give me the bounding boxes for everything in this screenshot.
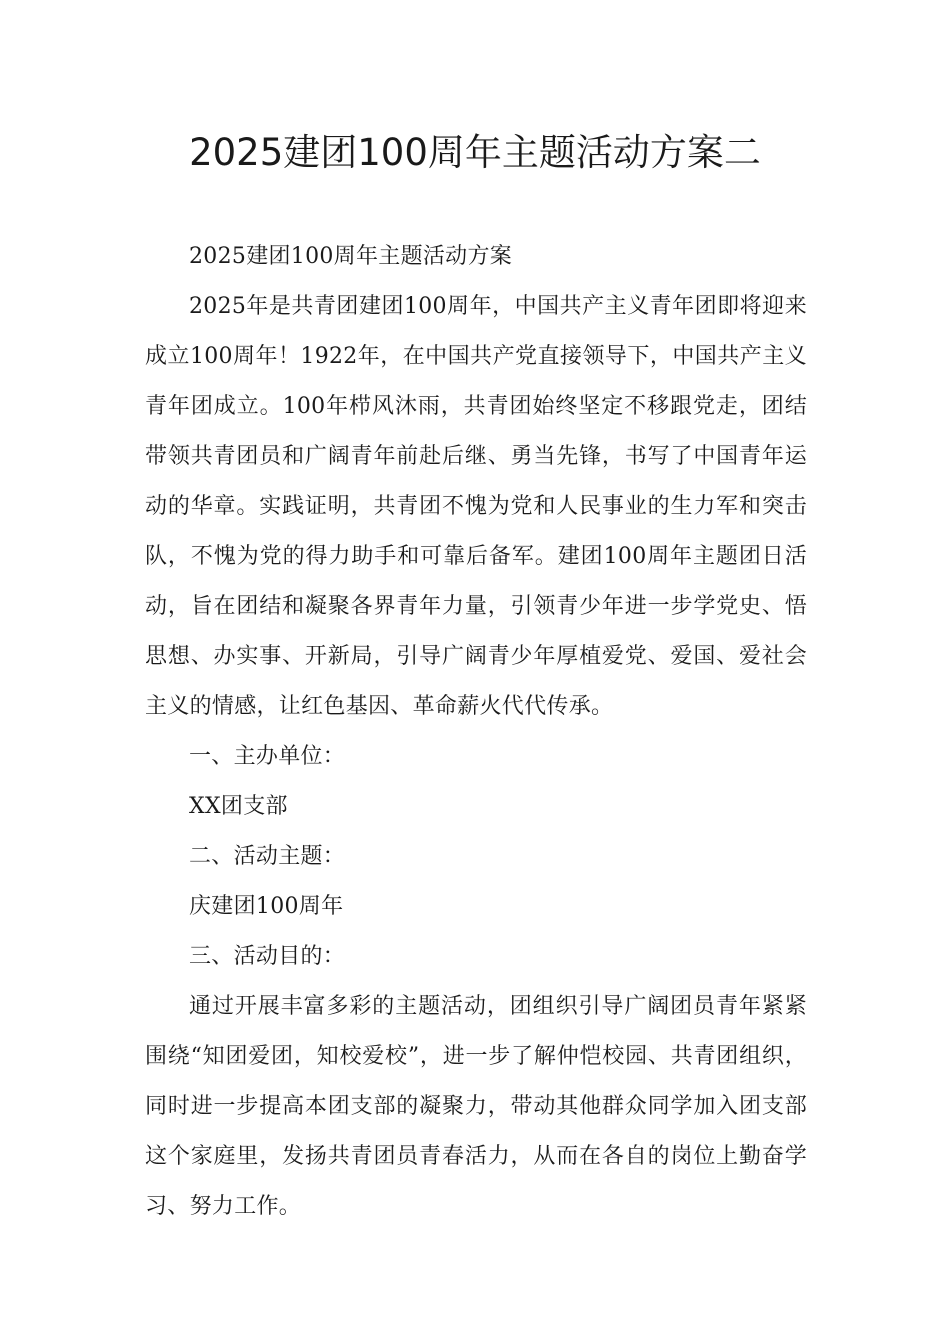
document-title: 2025建团100周年主题活动方案二 [189, 131, 761, 174]
paragraph-purpose: 通过开展丰富多彩的主题活动，团组织引导广阔团员青年紧紧围绕“知团爱团，知校爱校”，进一步了解仲恺校园、共青团组织，同时进一步提高本团支部的凝聚力，带动其他群众同学加入团支部这个家庭里，发扬共青团员青春活力，从而在各自的岗位上勤奋学习、努力工作。 [145, 994, 807, 1219]
section-heading-purpose: 三、活动目的： [189, 944, 346, 969]
theme-value: 庆建团100周年 [189, 894, 344, 919]
document-body [145, 232, 807, 1232]
organizer-value: XX团支部 [189, 794, 288, 819]
paragraph-subtitle: 2025建团100周年主题活动方案 [189, 244, 513, 269]
section-heading-organizer: 一、主办单位： [189, 744, 346, 769]
paragraph-intro: 2025年是共青团建团100周年，中国共产主义青年团即将迎来成立100周年！1922年，在中国共产党直接领导下，中国共产主义青年团成立。100年栉风沐雨，共青团始终坚定不移跟党走，团结带领共青团员和广阔青年前赴后继、勇当先锋，书写了中国青年运动的华章。实践证明，共青团不愧为党和人民事业的生力军和突击队，不愧为党的得力助手和可靠后备军。建团100周年主题团日活动，旨在团结和凝聚各界青年力量，引领青少年进一步学党史、悟思想、办实事、开新局，引导广阔青少年厚植爱党、爱国、爱社会主义的情感，让红色基因、革命薪火代代传承。 [145, 294, 807, 719]
section-heading-theme: 二、活动主题： [189, 844, 346, 869]
